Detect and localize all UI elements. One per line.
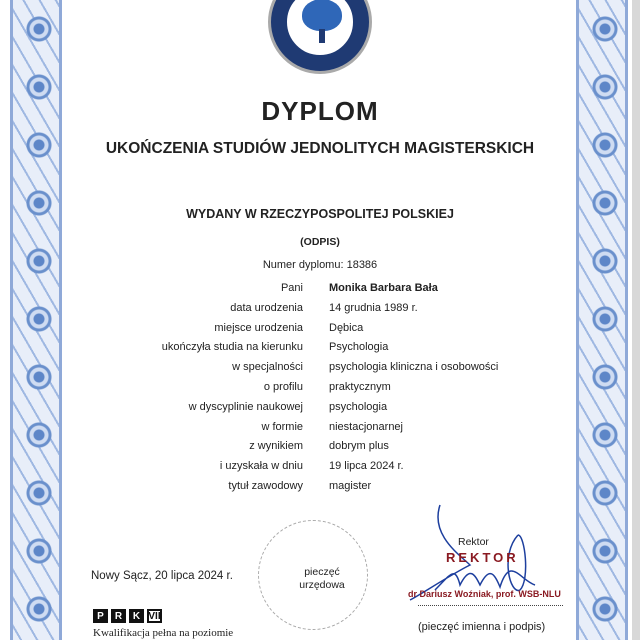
field-value: psychologia bbox=[329, 400, 388, 413]
field-label: miejsce urodzenia bbox=[214, 321, 303, 334]
field-row bbox=[0, 381, 640, 397]
rector-stamp: REKTOR bbox=[446, 550, 519, 565]
place-date: Nowy Sącz, 20 lipca 2024 r. bbox=[91, 570, 233, 582]
field-row bbox=[0, 401, 640, 417]
field-value: niestacjonarnej bbox=[329, 420, 403, 433]
signature-line bbox=[418, 605, 563, 606]
document-subtitle: UKOŃCZENIA STUDIÓW JEDNOLITYCH MAGISTERSKICH bbox=[105, 140, 535, 157]
prk-letter: P bbox=[93, 609, 108, 623]
field-row bbox=[0, 341, 640, 357]
tree-icon bbox=[302, 0, 342, 31]
field-value: 19 lipca 2024 r. bbox=[329, 460, 404, 473]
field-label: w specjalności bbox=[232, 361, 303, 374]
rector-title: Rektor bbox=[458, 536, 489, 548]
field-value: dobrym plus bbox=[329, 440, 389, 453]
field-label: i uzyskała w dniu bbox=[219, 460, 303, 473]
field-row bbox=[0, 440, 640, 456]
field-label: o profilu bbox=[263, 381, 303, 393]
field-row bbox=[0, 361, 640, 377]
rector-name: dr Dariusz Woźniak, prof. WSB-NLU bbox=[408, 589, 561, 599]
field-row bbox=[0, 421, 640, 437]
copy-mark: (ODPIS) bbox=[300, 236, 340, 248]
field-value: 14 grudnia 1989 r. bbox=[329, 301, 418, 314]
field-label: w formie bbox=[261, 420, 303, 433]
field-value: Dębica bbox=[329, 321, 364, 334]
field-label: ukończyła studia na kierunku bbox=[161, 341, 303, 354]
field-row bbox=[0, 302, 640, 318]
prk-letter: K bbox=[129, 609, 144, 623]
field-label: z wynikiem bbox=[249, 440, 303, 453]
prk-badge bbox=[93, 609, 162, 623]
issued-in: WYDANY W RZECZYPOSPOLITEJ POLSKIEJ bbox=[186, 207, 454, 221]
prk-letter: R bbox=[111, 609, 126, 623]
field-row bbox=[0, 322, 640, 338]
field-label: w dyscyplinie naukowej bbox=[188, 400, 303, 413]
field-row bbox=[0, 460, 640, 476]
field-row bbox=[0, 480, 640, 496]
field-row bbox=[0, 282, 640, 298]
diploma-number: Numer dyplomu: 18386 bbox=[262, 259, 378, 271]
signature-caption: (pieczęć imienna i podpis) bbox=[418, 621, 546, 633]
field-value: Psychologia bbox=[329, 341, 389, 354]
field-label: tytuł zawodowy bbox=[228, 480, 303, 492]
field-value: praktycznym bbox=[329, 381, 391, 393]
prk-level: VII bbox=[148, 610, 161, 622]
field-value: magister bbox=[329, 480, 372, 492]
seal-caption: pieczęć urzędowa bbox=[299, 566, 345, 591]
field-label: data urodzenia bbox=[230, 301, 303, 314]
document-title: DYPLOM bbox=[261, 96, 379, 126]
university-logo bbox=[268, 0, 372, 74]
field-value: Monika Barbara Bała bbox=[329, 282, 438, 294]
field-value: psychologia kliniczna i osobowości bbox=[329, 361, 499, 374]
prk-caption: Kwalifikacja pełna na poziomie bbox=[93, 627, 234, 639]
field-label: Pani bbox=[280, 282, 303, 294]
